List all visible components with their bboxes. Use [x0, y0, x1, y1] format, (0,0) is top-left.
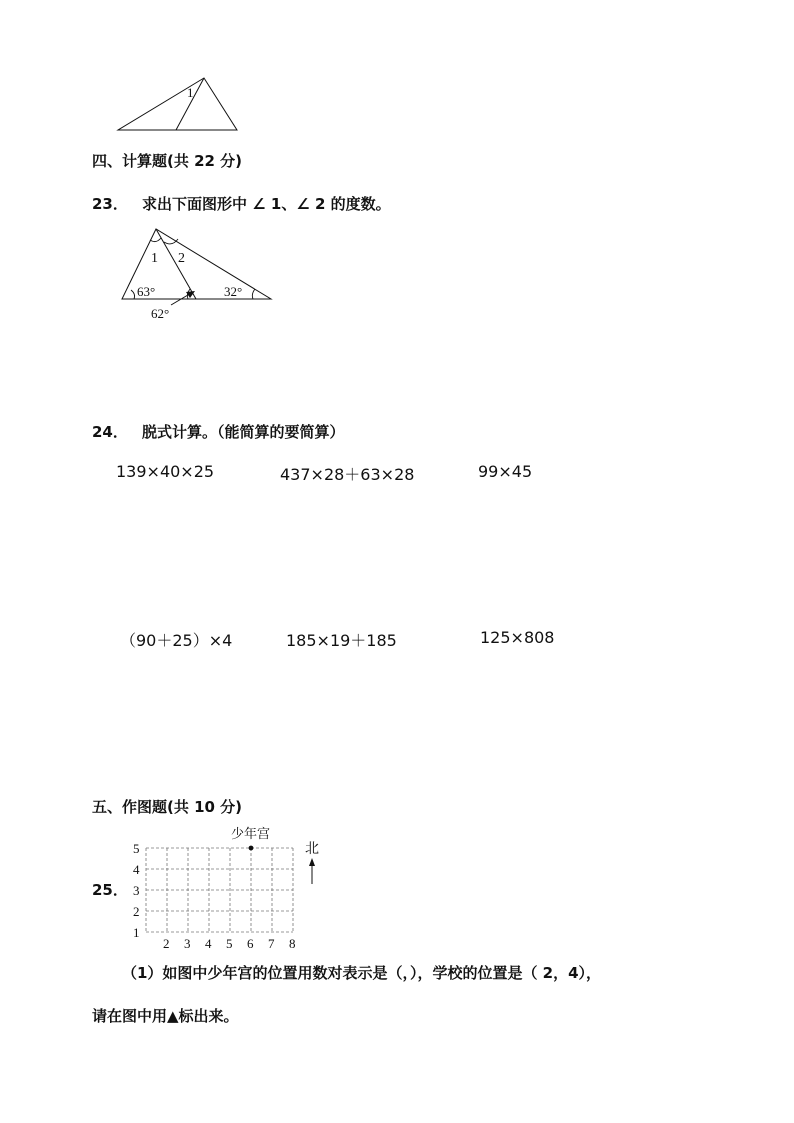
- q23-text: 求出下面图形中 ∠ 1、∠ 2 的度数。: [142, 195, 391, 213]
- q23-angle-right: 32°: [224, 284, 243, 299]
- q24-expression: 185×19＋185: [286, 631, 397, 650]
- grid-x-label: 4: [205, 936, 212, 951]
- q23-label-1: 1: [151, 251, 158, 266]
- grid-x-label: 6: [247, 936, 254, 951]
- q23-label-2: 2: [178, 251, 185, 266]
- grid-x-label: 7: [268, 936, 275, 951]
- q25-number: 25．: [92, 881, 128, 899]
- q23-number: 23．: [92, 195, 128, 213]
- q24-number: 24．: [92, 423, 128, 441]
- q24-expression: 99×45: [478, 462, 533, 481]
- grid-x-label: 5: [226, 936, 233, 951]
- grid-point-label: 少年宫: [231, 827, 271, 842]
- q24-expression: 139×40×25: [116, 462, 215, 481]
- grid-point-palace: [249, 846, 254, 851]
- q25-line2: 请在图中用▲标出来。: [92, 1007, 239, 1025]
- grid-y-label: 2: [133, 904, 140, 919]
- grid-x-label: 8: [289, 936, 296, 951]
- grid-x-label: 2: [163, 936, 170, 951]
- north-arrow-head: [309, 858, 315, 866]
- q24-expression: 437×28＋63×28: [280, 465, 415, 484]
- q24-expression: （90＋25）×4: [120, 631, 233, 650]
- grid-y-label: 1: [133, 925, 140, 940]
- section5-heading: 五、作图题(共 10 分): [92, 798, 243, 816]
- grid-y-label: 3: [133, 883, 140, 898]
- q24-text: 脱式计算。（能简算的要简算）: [142, 423, 345, 441]
- q23-angle-bottom: 62°: [151, 306, 170, 321]
- q23-angle-left: 63°: [137, 284, 156, 299]
- q25-line1: （1）如图中少年宫的位置用数对表示是（，），学校的位置是（ 2，4），: [122, 964, 602, 982]
- north-label: 北: [305, 841, 319, 857]
- top-triangle-angle-label: 1: [187, 85, 194, 100]
- grid-x-label: 3: [184, 936, 191, 951]
- grid-y-label: 4: [133, 862, 140, 877]
- q24-expression: 125×808: [480, 628, 555, 647]
- section4-heading: 四、计算题(共 22 分): [92, 152, 243, 170]
- grid-y-label: 5: [133, 841, 140, 856]
